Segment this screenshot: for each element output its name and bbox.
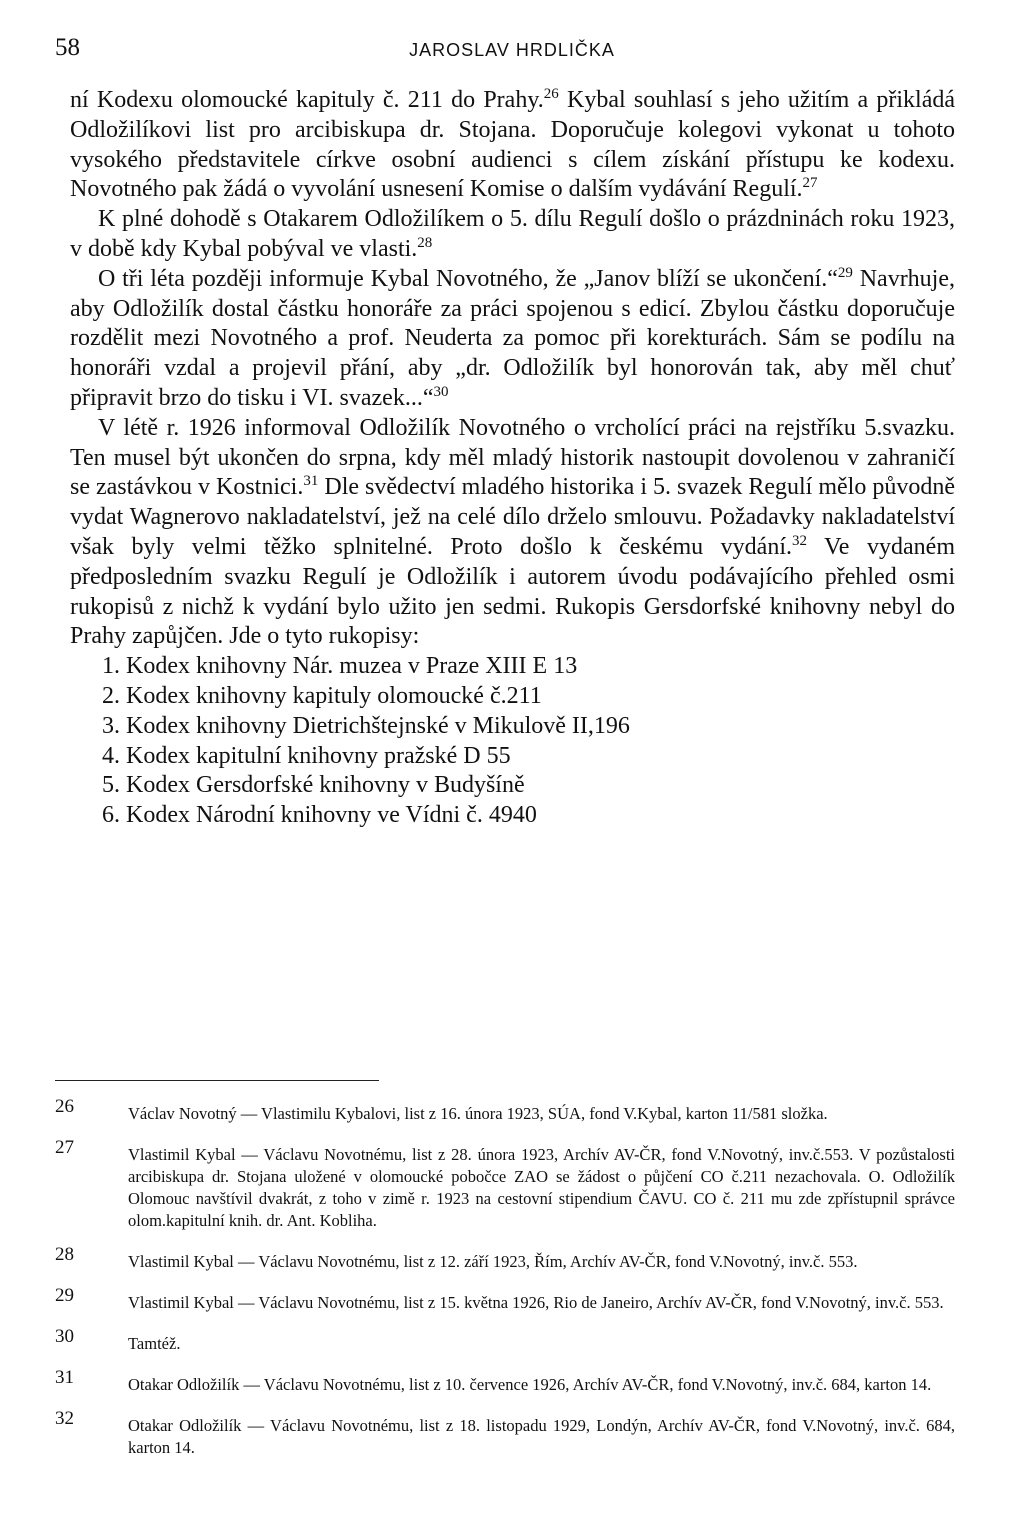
paragraph-1: ní Kodexu olomoucké kapituly č. 211 do Prahy.$^{26}$ Kybal souhlasí s jeho užitím a přikládá Odložilíkovi list pro arcibiskupa dr. Stojana. Doporučuje kolegovi vykonat u tohoto vysokého představitele církve osobní audienci s cílem získání přístupu ke kodexu. Novotného pak žádá o vyvolání usnesení Komise o dalším vydávání Regulí.$^{27}$ (70, 86, 955, 203)
footnote-number: 28 (55, 1244, 74, 1265)
footnote-text: Otakar Odložilík — Václavu Novotnému, list z 18. listopadu 1929, Londýn, Archív AV-ČR, fond V.Novotný, inv.č. 684, karton 14. (128, 1416, 955, 1457)
paragraph-3: O tři léta později informuje Kybal Novotného, že „Janov blíží se ukončení.“$^{29}$ Navrhuje, aby Odložilík dostal částku honoráře za práci spojenou s edicí. Zbylou částku doporučuje rozdělit mezi Novotného a prof. Neuderta za pomoc při korekturách. Sám se podílu na honoráři vzdal a projevil přání, aby „dr. Odložilík byl honorován tak, aby měl chuť připravit brzo do tisku i VI. svazek...“$^{30}$ (70, 264, 956, 411)
footnote-number: 26 (55, 1096, 74, 1117)
footnote-number: 30 (55, 1326, 74, 1347)
footnote-31 (55, 1367, 955, 1396)
body-text (70, 86, 955, 831)
running-title: JAROSLAV HRDLIČKA (409, 40, 615, 60)
footnote-number: 31 (55, 1367, 74, 1388)
footnotes (55, 1096, 955, 1471)
footnote-ref-26[interactable]: 26 (543, 86, 559, 102)
footnote-text: Vlastimil Kybal — Václavu Novotnému, list z 15. května 1926, Rio de Janeiro, Archív AV-ČR, fond V.Novotný, inv.č. 553. (128, 1293, 944, 1312)
list-item: 2. Kodex knihovny kapituly olomoucké č.211 (102, 682, 542, 709)
list-item: 6. Kodex Národní knihovny ve Vídni č. 4940 (102, 802, 537, 829)
manuscript-list (70, 652, 955, 831)
footnote-text: Václav Novotný — Vlastimilu Kybalovi, list z 16. února 1923, SÚA, fond V.Kybal, karton 11/581 složka. (128, 1104, 828, 1123)
footnote-26 (55, 1096, 955, 1125)
footnote-number: 27 (55, 1137, 74, 1158)
footnote-text: Tamtéž. (128, 1334, 181, 1353)
paragraph-2: K plné dohodě s Otakarem Odložilíkem o 5. dílu Regulí došlo o prázdninách roku 1923, v době kdy Kybal pobýval ve vlasti.$^{28}$ (70, 206, 955, 262)
footnote-28 (55, 1244, 955, 1273)
page-number: 58 (55, 34, 80, 61)
footnote-27 (55, 1137, 955, 1232)
footnote-ref-32[interactable]: 32 (792, 532, 807, 549)
footnote-ref-27[interactable]: 27 (802, 175, 818, 192)
footnote-ref-30[interactable]: 30 (433, 383, 449, 400)
paragraph-4: V létě r. 1926 informoval Odložilík Novotného o vrcholící práci na rejstříku 5.svazku. Ten musel být ukončen do srpna, kdy měl mladý historik nastoupit dovolenou v zahraničí se zastávkou v Kostnici.$^{31}$ Dle svědectví mladého historika i 5. svazek Regulí mělo původně vydat Wagnerovo nakladatelství, jež na celé dílo drželo smlouvu. Požadavky nakladatelství však byly velmi těžko splnitelné. Proto došlo k českému vydání.$^{32}$ Ve vydaném předposledním svazku Regulí je Odložilík i autorem úvodu podávajícího přehled osmi rukopisů z nichž k vydání bylo užito jen sedmi. Rukopis Gersdorfské knihovny nebyl do Prahy zapůjčen. Jde o tyto rukopisy: (70, 414, 956, 650)
list-item: 1. Kodex knihovny Nár. muzea v Praze XIII E 13 (102, 653, 578, 680)
list-item: 5. Kodex Gersdorfské knihovny v Budyšíně (102, 772, 525, 799)
footnote-text: Vlastimil Kybal — Václavu Novotnému, list z 12. září 1923, Řím, Archív AV-ČR, fond V.Novotný, inv.č. 553. (128, 1252, 858, 1271)
footnote-number: 29 (55, 1285, 74, 1306)
page-header (55, 34, 969, 70)
footnote-ref-29[interactable]: 29 (837, 264, 853, 281)
footnote-text: Otakar Odložilík — Václavu Novotnému, list z 10. července 1926, Archív AV-ČR, fond V.Novotný, inv.č. 684, karton 14. (128, 1375, 932, 1394)
footnote-divider (55, 1080, 379, 1081)
footnote-number: 32 (55, 1408, 74, 1429)
footnote-32 (55, 1408, 955, 1459)
footnote-30 (55, 1326, 955, 1355)
list-item: 4. Kodex kapitulní knihovny pražské D 55 (102, 742, 511, 769)
footnote-29 (55, 1285, 955, 1314)
list-item: 3. Kodex knihovny Dietrichštejnské v Mikulově II,196 (102, 712, 630, 739)
footnote-ref-31[interactable]: 31 (303, 473, 319, 490)
footnote-text: Vlastimil Kybal — Václavu Novotnému, list z 28. února 1923, Archív AV-ČR, fond V.Novotný, inv.č.553. V pozůstalosti arcibiskupa dr. Stojana uložené v olomoucké pobočce ZAO se žádost o půjčení CO č.211 nezachovala. O. Odložilík Olomouc navštívil dvakrát, z toho v zimě r. 1923 na cestovní stipendium ČAVU. CO č. 211 mu zde zpřístupnil správce olom.kapitulní knih. dr. Ant. Kobliha. (128, 1145, 955, 1230)
footnote-ref-28[interactable]: 28 (417, 234, 433, 251)
